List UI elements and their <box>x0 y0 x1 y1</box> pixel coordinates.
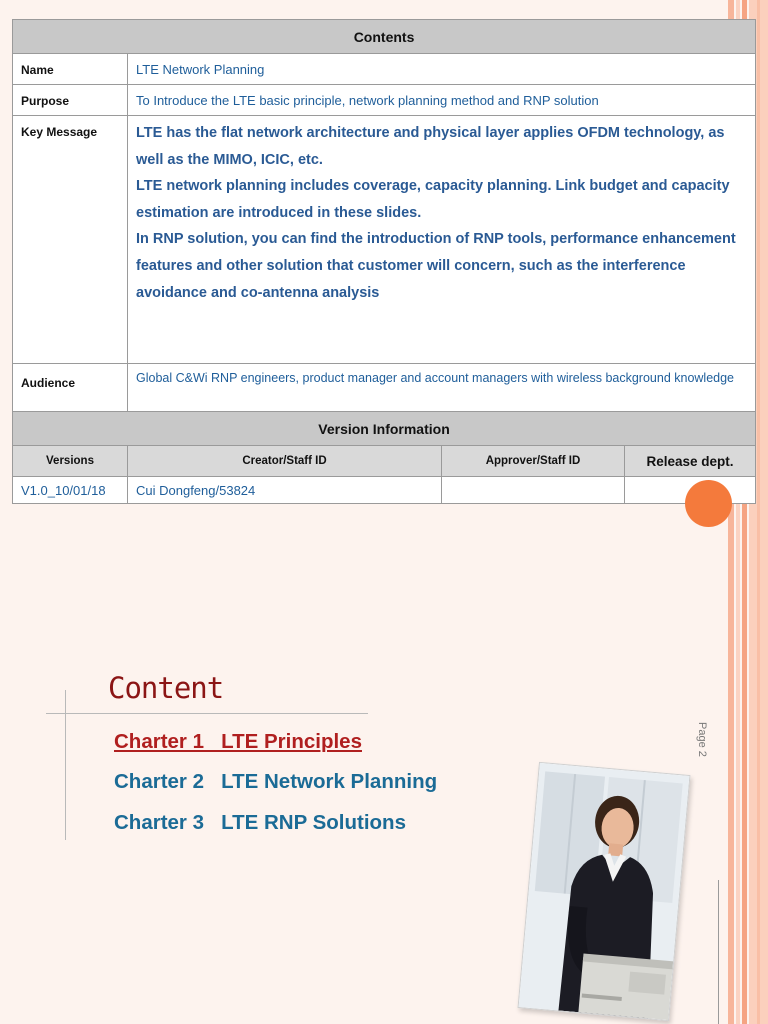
release-dept-column-header: Release dept. <box>625 446 756 477</box>
key-message-label: Key Message <box>13 116 128 364</box>
decorative-stripe <box>757 0 760 1024</box>
divider-horizontal <box>46 713 368 714</box>
creator-value: Cui Dongfeng/53824 <box>128 477 442 504</box>
content-title: Content <box>108 671 224 705</box>
purpose-label: Purpose <box>13 85 128 116</box>
chapter-link-1[interactable]: Charter 1 LTE Principles <box>114 730 362 753</box>
chapter-link-3[interactable]: Charter 3 LTE RNP Solutions <box>114 811 406 834</box>
name-label: Name <box>13 54 128 85</box>
key-message-paragraph: LTE has the flat network architecture and physical layer applies OFDM technology, as well as the MIMO, ICIC, etc. <box>136 125 725 168</box>
key-message-paragraph: LTE network planning includes coverage, capacity planning. Link budget and capacity estimation are introduced in these slides. <box>136 178 730 221</box>
contents-header: Contents <box>13 20 756 54</box>
approver-value <box>442 477 625 504</box>
audience-value: Global C&Wi RNP engineers, product manager and account managers with wireless background knowledge <box>128 364 756 412</box>
chapter-link-2[interactable]: Charter 2 LTE Network Planning <box>114 770 438 793</box>
name-value: LTE Network Planning <box>128 54 756 85</box>
businesswoman-illustration <box>519 763 690 1020</box>
side-divider <box>718 880 719 1024</box>
key-message-paragraph: In RNP solution, you can find the introduction of RNP tools, performance enhancement features and other solution that customer will concern, such as the interference avoidance and co-antenna analysis <box>136 231 736 301</box>
contents-table <box>12 19 756 504</box>
businesswoman-photo <box>518 762 691 1021</box>
key-message-value <box>128 116 756 364</box>
divider-vertical <box>65 690 66 840</box>
version-header: Version Information <box>13 412 756 446</box>
purpose-value: To Introduce the LTE basic principle, network planning method and RNP solution <box>128 85 756 116</box>
version-value: V1.0_10/01/18 <box>13 477 128 504</box>
versions-column-header: Versions <box>13 446 128 477</box>
page-number: Page 2 <box>696 722 708 757</box>
creator-column-header: Creator/Staff ID <box>128 446 442 477</box>
approver-column-header: Approver/Staff ID <box>442 446 625 477</box>
orange-circle-decoration <box>685 480 732 527</box>
audience-label: Audience <box>13 364 128 412</box>
